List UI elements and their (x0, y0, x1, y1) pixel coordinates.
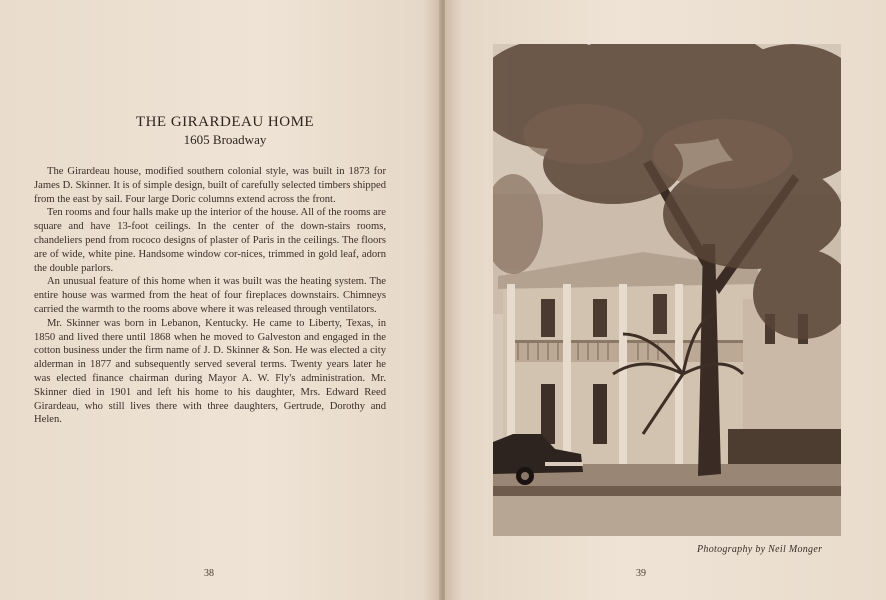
photo-credit: Photography by Neil Monger (697, 544, 823, 555)
left-page (0, 0, 441, 600)
page-subtitle: 1605 Broadway (183, 132, 267, 147)
house-photograph (493, 44, 841, 536)
paragraph: Mr. Skinner was born in Lebanon, Kentucky. He came to Liberty, Texas, in 1850 and lived there until 1868 when he moved to Galveston and engaged in the cotton business under the firm name of J. D. Skinner & Son. He was elected a city alderman in 1877 and subsequently served several terms. Twenty years later he was elected finance chairman during Mayor A. W. Fly's administration. Mr. Skinner died in 1901 and left his home to his daughter, Mrs. Edward Reed Girardeau, who still lives there with three daughters, Gertrude, Dorothy and Helen. (34, 317, 386, 426)
page-title: THE GIRARDEAU HOME (135, 114, 315, 130)
body-text (34, 165, 386, 427)
page-number-right: 39 (636, 568, 646, 579)
paragraph: An unusual feature of this home when it was built was the heating system. The entire house was warmed from the heat of four fireplaces downstairs. Chimneys carried the warmth to the rooms above where it was released through ventilators. (34, 276, 386, 315)
page-number-left: 38 (204, 568, 214, 579)
paragraph: Ten rooms and four halls make up the interior of the house. All of the rooms are square and have 13-foot ceilings. In the center of the down-stairs rooms, chandeliers pend from rococo designs of plaster of Paris in the ceilings. The floors are of wide, white pine. Handsome window cor-nices, trimmed in gold leaf, adorn the double parlors. (34, 207, 386, 274)
paragraph: The Girardeau house, modified southern colonial style, was built in 1873 for James D. Skinner. It is of simple design, built of carefully selected timbers shipped from the east by sail. Four large Doric columns extend across the front. (34, 166, 386, 205)
